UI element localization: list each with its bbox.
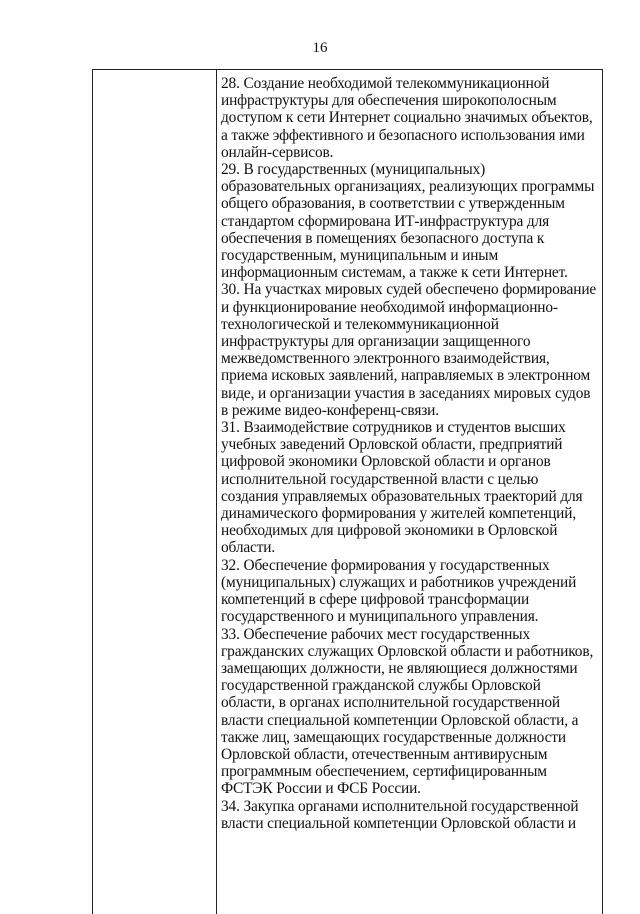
text-line: (муниципальных) служащих и работников учреждений bbox=[221, 573, 577, 591]
text-line: государственного и муниципального управления. bbox=[221, 608, 539, 626]
text-line: 30. На участках мировых судей обеспечено формирование bbox=[221, 281, 597, 299]
text-line: а также эффективного и безопасного использования ими bbox=[221, 126, 585, 144]
text-line: онлайн-сервисов. bbox=[221, 143, 334, 161]
text-line: создания управляемых образовательных траекторий для bbox=[221, 487, 583, 505]
text-line: 34. Закупка органами исполнительной государственной bbox=[221, 797, 579, 815]
text-line: 32. Обеспечение формирования у государственных bbox=[221, 556, 550, 574]
text-line: области, в органах исполнительной государственной bbox=[221, 694, 560, 712]
text-line: компетенций в сфере цифровой трансформации bbox=[221, 591, 530, 609]
list-item bbox=[221, 626, 601, 798]
text-line: власти специальной компетенции Орловской области и bbox=[221, 814, 577, 832]
text-line: 28. Создание необходимой телекоммуникационной bbox=[221, 75, 550, 92]
text-line: в режиме видео-конференц-связи. bbox=[221, 401, 439, 419]
text-line: межведомственного электронного взаимодействия, bbox=[221, 350, 550, 368]
list-item bbox=[221, 798, 601, 832]
text-line: 33. Обеспечение рабочих мест государственных bbox=[221, 625, 531, 643]
text-line: программным обеспечением, сертифицированным bbox=[221, 763, 547, 781]
text-line: ФСТЭК России и ФСБ России. bbox=[221, 780, 421, 798]
text-line: инфраструктуры для организации защищенного bbox=[221, 333, 531, 351]
text-line: образовательных организациях, реализующих программы bbox=[221, 178, 595, 196]
text-line: власти специальной компетенции Орловской области, а bbox=[221, 711, 579, 729]
content-cell bbox=[221, 75, 601, 832]
list-item bbox=[221, 161, 601, 281]
text-line: замещающих должности, не являющиеся должностями bbox=[221, 659, 578, 677]
text-line: общего образования, в соответствии с утвержденным bbox=[221, 195, 565, 213]
text-line: виде, и организации участия в заседаниях мировых судов bbox=[221, 384, 591, 402]
text-line: учебных заведений Орловской области, предприятий bbox=[221, 436, 563, 454]
list-item bbox=[221, 557, 601, 626]
text-line: технологической и телекоммуникационной bbox=[221, 315, 499, 333]
list-item bbox=[221, 75, 601, 161]
list-item bbox=[221, 281, 601, 419]
text-line: 29. В государственных (муниципальных) bbox=[221, 161, 486, 179]
text-line: обеспечения в помещениях безопасного доступа к bbox=[221, 229, 545, 247]
text-line: 31. Взаимодействие сотрудников и студентов высших bbox=[221, 419, 566, 437]
text-line: области. bbox=[221, 539, 276, 557]
text-line: гражданских служащих Орловской области и работников, bbox=[221, 642, 594, 660]
text-line: информационным системам, а также к сети Интернет. bbox=[221, 264, 568, 282]
text-line: необходимых для цифровой экономики в Орловской bbox=[221, 522, 558, 540]
text-line: также лиц, замещающих государственные должности bbox=[221, 728, 566, 746]
text-line: стандартом сформирована ИТ-инфраструктура для bbox=[221, 212, 550, 230]
text-line: доступом к сети Интернет социально значимых объектов, bbox=[221, 109, 593, 127]
text-line: исполнительной государственной власти с целью bbox=[221, 470, 539, 488]
text-line: динамического формирования у жителей компетенций, bbox=[221, 505, 577, 523]
page-number: 16 bbox=[312, 40, 328, 56]
text-line: инфраструктуры для обеспечения широкополосным bbox=[221, 92, 557, 110]
text-line: цифровой экономики Орловской области и органов bbox=[221, 453, 551, 471]
text-line: Орловской области, отечественным антивирусным bbox=[221, 745, 548, 763]
column-divider bbox=[216, 70, 217, 914]
text-line: приема исковых заявлений, направляемых в электронном bbox=[221, 367, 591, 385]
document-table bbox=[92, 69, 603, 914]
text-line: государственной гражданской службы Орловской bbox=[221, 677, 541, 695]
text-line: государственным, муниципальным и иным bbox=[221, 247, 499, 265]
list-item bbox=[221, 419, 601, 557]
text-line: и функционирование необходимой информационно- bbox=[221, 298, 558, 316]
